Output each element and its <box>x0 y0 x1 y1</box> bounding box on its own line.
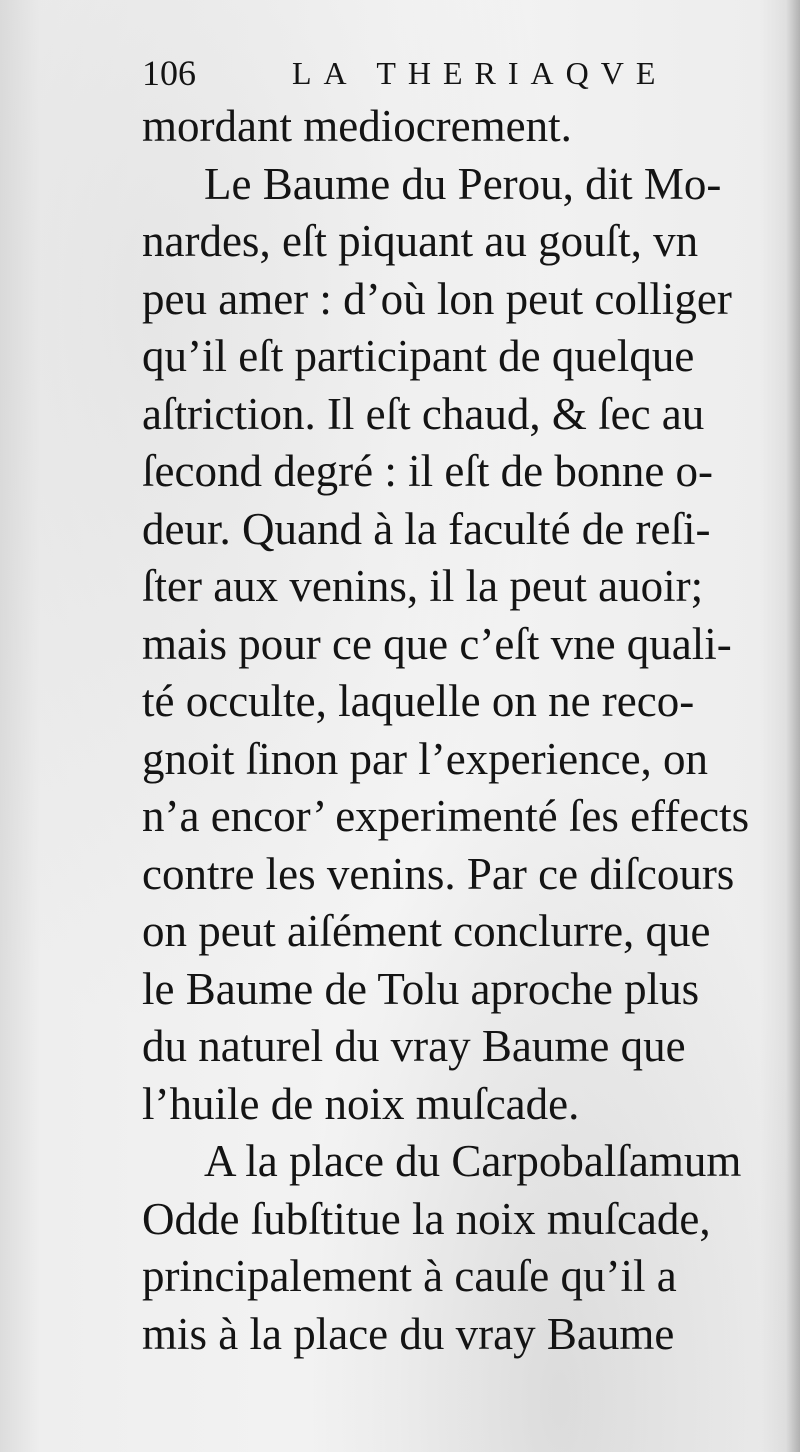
text-line: Le Baume du Perou, dit Mo- <box>204 158 722 209</box>
text-line: contre les venins. Par ce diſcours <box>142 848 735 899</box>
text-line: nardes, eſt piquant au gouſt, vn <box>142 216 699 266</box>
text-line: Odde ſubſtitue la noix muſcade, <box>142 1193 711 1244</box>
text-line: principalement à cauſe qu’il a <box>142 1251 677 1301</box>
text-line: té occulte, laquelle on ne reco- <box>142 676 695 726</box>
page-number: 106 <box>142 53 196 93</box>
text-line: ſter aux venins, il la peut auoir; <box>142 561 704 611</box>
running-title: LA THERIAQVE <box>292 55 668 91</box>
text-line: n’a encor’ experimenté ſes effects <box>142 791 750 841</box>
text-line: mis à la place du vray Baume <box>142 1308 675 1359</box>
text-line: qu’il eſt participant de quelque <box>142 331 695 381</box>
text-line: mais pour ce que c’eſt vne quali- <box>142 618 732 669</box>
text-line: on peut aiſément conclurre, que <box>142 906 711 956</box>
body-text <box>142 98 792 1363</box>
running-head <box>142 48 702 98</box>
text-line: ſecond degré : il eſt de bonne o- <box>142 446 714 496</box>
text-line: aſtriction. Il eſt chaud, & ſec au <box>142 388 705 439</box>
text-line: mordant mediocrement. <box>142 101 572 151</box>
text-line: A la place du Carpobalſamum <box>204 1136 742 1186</box>
text-line: du naturel du vray Baume que <box>142 1021 686 1071</box>
text-line: l’huile de noix muſcade. <box>142 1078 580 1129</box>
page-edge-shadow <box>786 0 800 1452</box>
text-line: le Baume de Tolu aproche plus <box>142 963 700 1014</box>
text-line: deur. Quand à la faculté de reſi- <box>142 503 711 554</box>
text-line: gnoit ſinon par l’experience, on <box>142 733 709 784</box>
text-line: peu amer : d’où lon peut colliger <box>142 273 732 324</box>
